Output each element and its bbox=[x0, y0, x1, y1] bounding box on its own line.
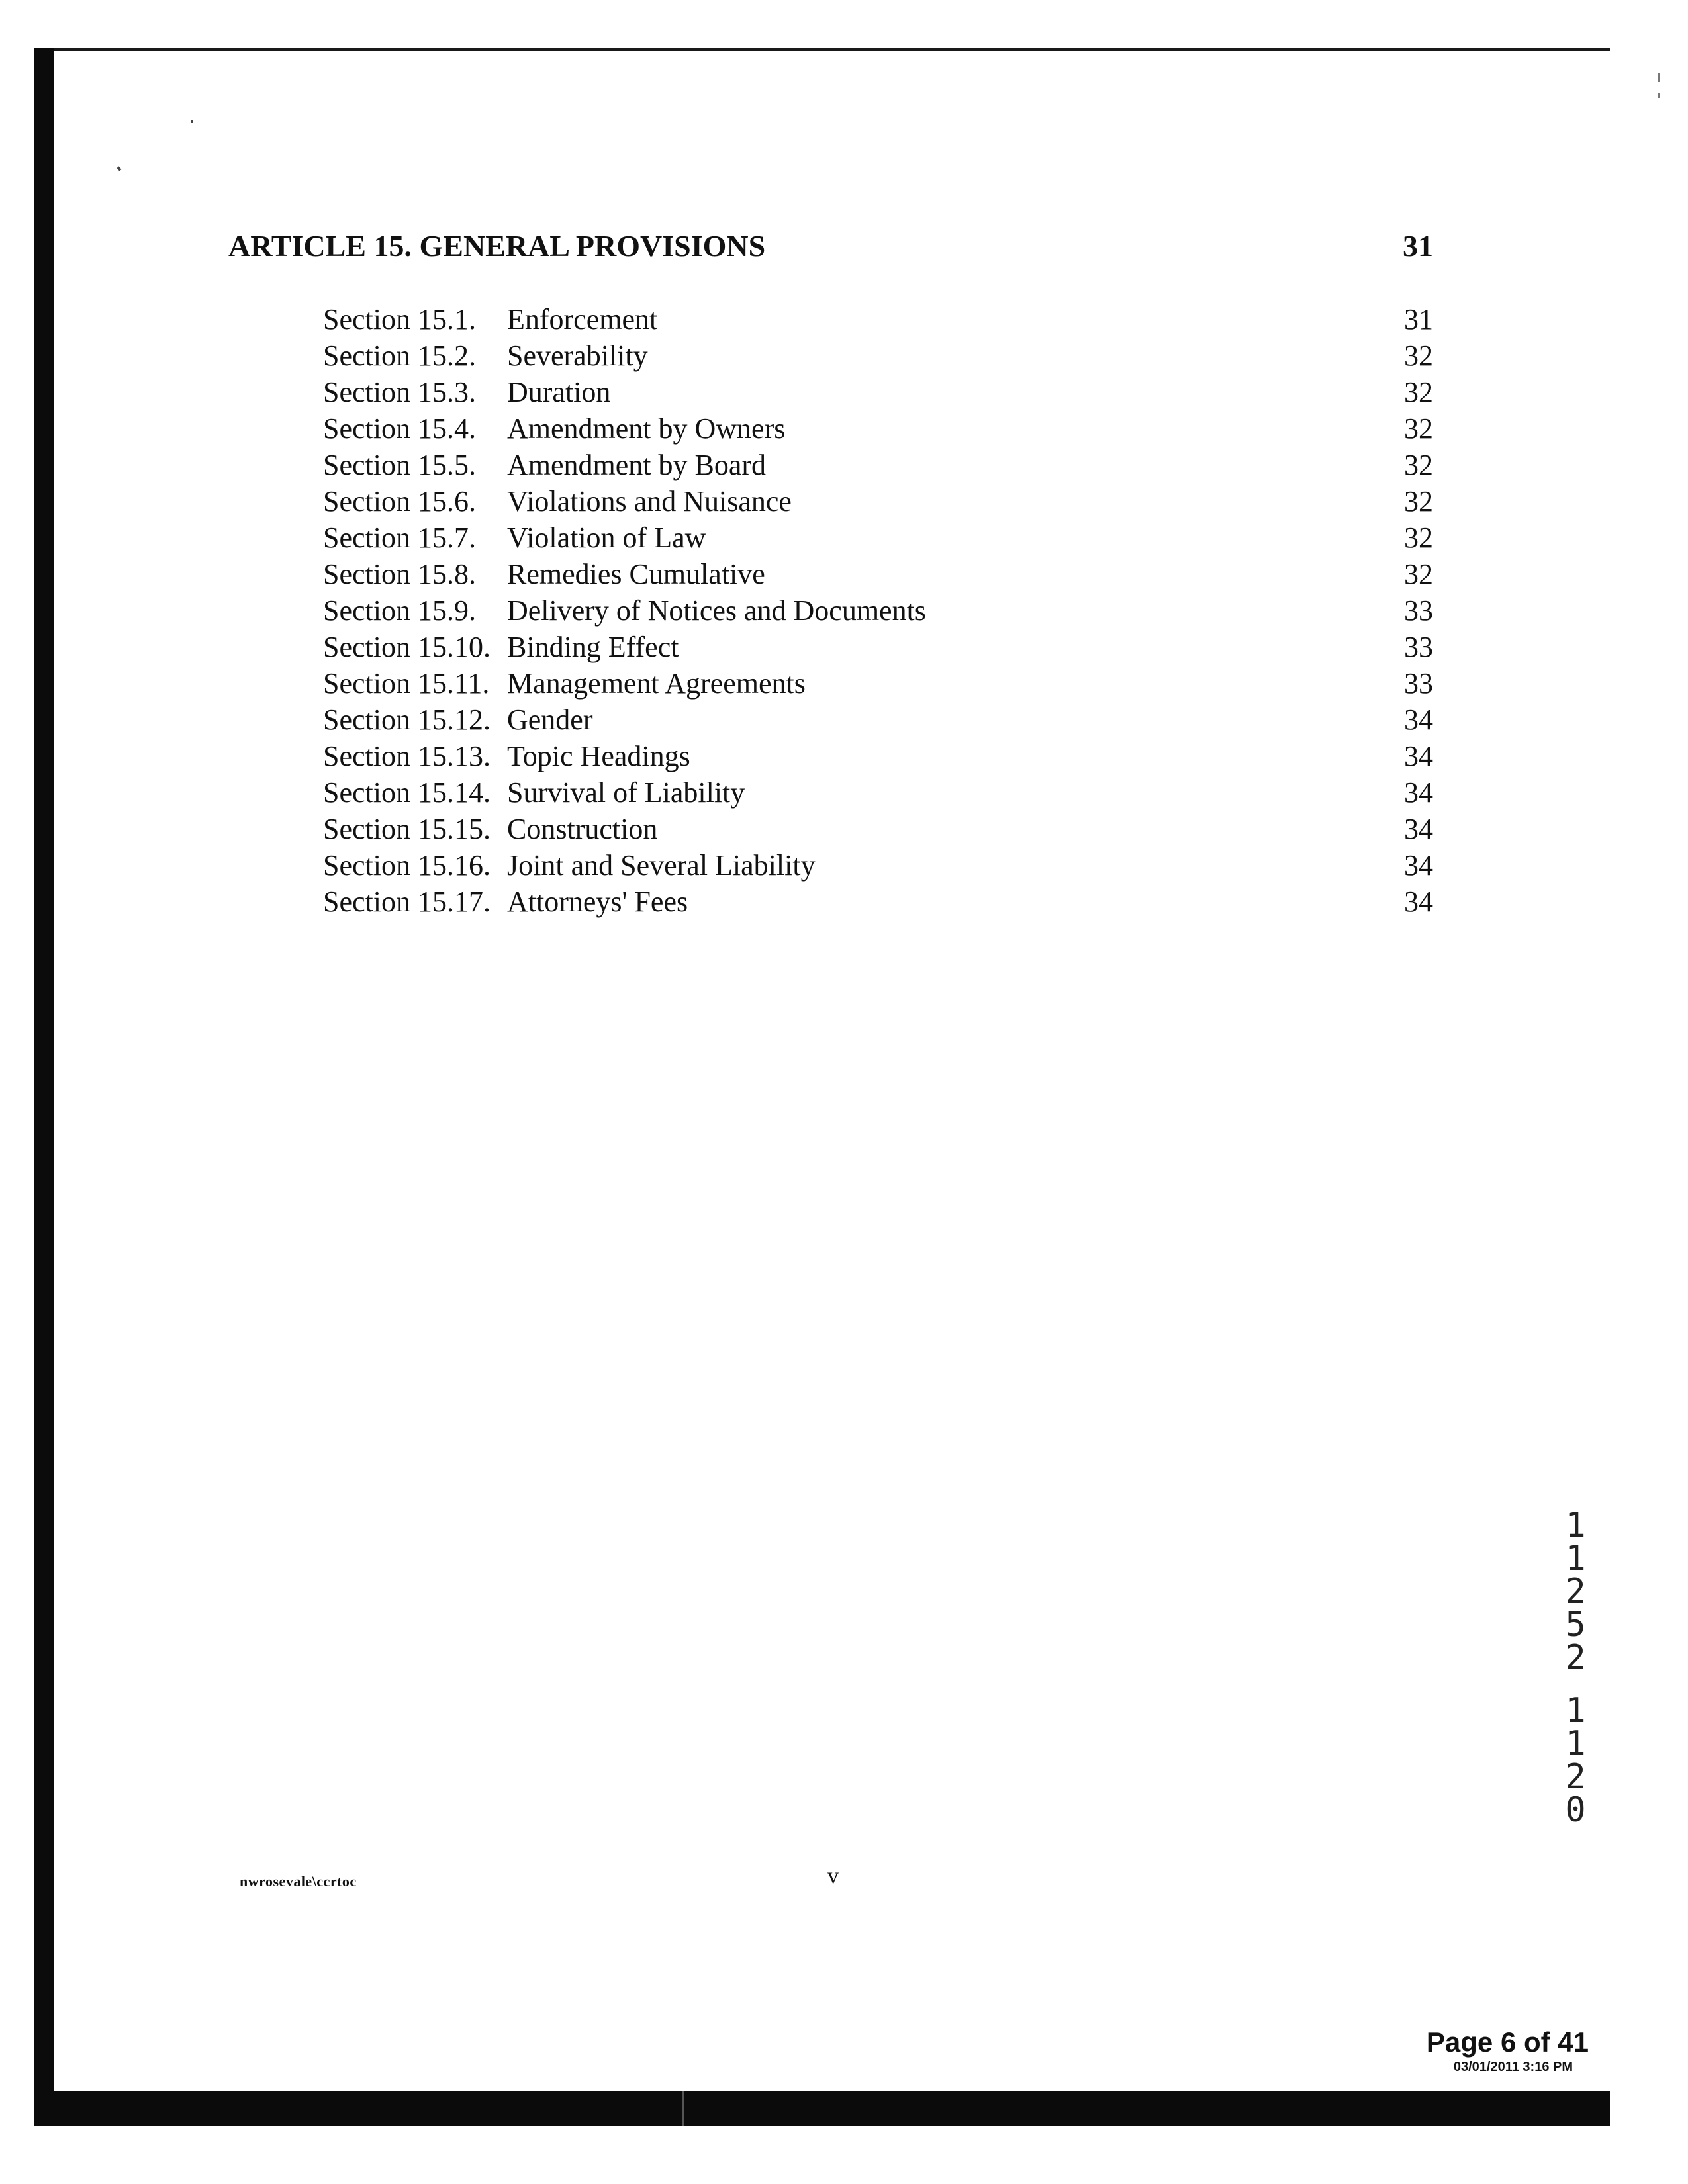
section-title: Amendment by Board bbox=[507, 449, 767, 481]
scan-speck bbox=[1658, 93, 1660, 98]
toc-entry bbox=[323, 629, 1433, 665]
scan-speck bbox=[191, 120, 193, 123]
article-title: ARTICLE 15. GENERAL PROVISIONS bbox=[228, 229, 766, 263]
section-number: Section 15.15. bbox=[323, 813, 491, 845]
section-page-number: 34 bbox=[1404, 813, 1433, 845]
section-title: Construction bbox=[507, 813, 658, 845]
stamp-digit: 1 bbox=[1565, 1506, 1586, 1545]
recording-page-number bbox=[1559, 1691, 1592, 1830]
section-number: Section 15.12. bbox=[323, 704, 491, 736]
section-title: Violations and Nuisance bbox=[507, 485, 792, 518]
stamp-digit: 2 bbox=[1565, 1638, 1586, 1678]
section-number: Section 15.10. bbox=[323, 631, 491, 663]
scan-border-bottom bbox=[34, 2091, 1610, 2126]
toc-entry bbox=[323, 665, 1433, 702]
toc-entry bbox=[323, 338, 1433, 374]
stamp-digit: 5 bbox=[1565, 1605, 1586, 1645]
section-number: Section 15.5. bbox=[323, 449, 476, 481]
section-title: Violation of Law bbox=[507, 522, 706, 554]
section-title: Survival of Liability bbox=[507, 776, 745, 809]
toc-entry bbox=[323, 847, 1433, 884]
stamp-digit: 1 bbox=[1565, 1539, 1586, 1578]
section-number: Section 15.8. bbox=[323, 558, 476, 590]
scan-speck bbox=[117, 166, 122, 171]
toc-entry bbox=[323, 556, 1433, 592]
toc-entry bbox=[323, 738, 1433, 774]
toc-entry bbox=[323, 811, 1433, 847]
scan-speck bbox=[1658, 73, 1660, 82]
toc-entry bbox=[323, 374, 1433, 410]
scan-border-top bbox=[34, 48, 1610, 51]
section-page-number: 34 bbox=[1404, 740, 1433, 772]
section-page-number: 34 bbox=[1404, 886, 1433, 918]
scan-border-notch bbox=[682, 2091, 684, 2126]
section-number: Section 15.16. bbox=[323, 849, 491, 882]
section-number: Section 15.1. bbox=[323, 303, 476, 336]
toc-entry bbox=[323, 520, 1433, 556]
section-page-number: 32 bbox=[1404, 449, 1433, 481]
recorder-page-count: Page 6 of 41 bbox=[1426, 2026, 1589, 2058]
section-title: Amendment by Owners bbox=[507, 412, 786, 445]
section-page-number: 33 bbox=[1404, 594, 1433, 627]
section-number: Section 15.2. bbox=[323, 340, 476, 372]
stamp-digit: 2 bbox=[1565, 1757, 1586, 1797]
section-title: Remedies Cumulative bbox=[507, 558, 765, 590]
section-title: Management Agreements bbox=[507, 667, 806, 700]
section-title: Delivery of Notices and Documents bbox=[507, 594, 926, 627]
section-page-number: 32 bbox=[1404, 412, 1433, 445]
stamp-digit: 1 bbox=[1565, 1691, 1586, 1731]
section-number: Section 15.4. bbox=[323, 412, 476, 445]
section-page-number: 34 bbox=[1404, 704, 1433, 736]
toc-entry bbox=[323, 301, 1433, 338]
section-page-number: 32 bbox=[1404, 485, 1433, 518]
toc-entry bbox=[323, 702, 1433, 738]
section-title: Severability bbox=[507, 340, 648, 372]
section-title: Duration bbox=[507, 376, 611, 408]
section-title: Topic Headings bbox=[507, 740, 690, 772]
stamp-digit: 0 bbox=[1565, 1790, 1586, 1830]
footer-file-path: nwrosevale\ccrtoc bbox=[240, 1873, 357, 1889]
toc-entry bbox=[323, 884, 1433, 920]
section-page-number: 33 bbox=[1404, 631, 1433, 663]
toc-entry bbox=[323, 774, 1433, 811]
footer-page-number: v bbox=[827, 1864, 839, 1888]
section-title: Enforcement bbox=[507, 303, 658, 336]
section-page-number: 32 bbox=[1404, 522, 1433, 554]
section-number: Section 15.11. bbox=[323, 667, 490, 700]
toc-entry bbox=[323, 483, 1433, 520]
section-page-number: 33 bbox=[1404, 667, 1433, 700]
section-title: Attorneys' Fees bbox=[507, 886, 688, 918]
section-title: Joint and Several Liability bbox=[507, 849, 816, 882]
toc-entry bbox=[323, 447, 1433, 483]
section-page-number: 32 bbox=[1404, 376, 1433, 408]
section-page-number: 34 bbox=[1404, 776, 1433, 809]
section-number: Section 15.17. bbox=[323, 886, 491, 918]
toc-entry bbox=[323, 592, 1433, 629]
stamp-digit: 2 bbox=[1565, 1572, 1586, 1612]
section-page-number: 31 bbox=[1404, 303, 1433, 336]
section-number: Section 15.9. bbox=[323, 594, 476, 627]
article-heading bbox=[228, 228, 1433, 268]
toc-entry bbox=[323, 410, 1433, 447]
recording-book-number bbox=[1559, 1506, 1592, 1678]
section-title: Binding Effect bbox=[507, 631, 679, 663]
section-number: Section 15.3. bbox=[323, 376, 476, 408]
scan-border-left bbox=[34, 48, 54, 2126]
section-page-number: 32 bbox=[1404, 558, 1433, 590]
section-number: Section 15.13. bbox=[323, 740, 491, 772]
section-number: Section 15.7. bbox=[323, 522, 476, 554]
stamp-digit: 1 bbox=[1565, 1724, 1586, 1764]
section-page-number: 32 bbox=[1404, 340, 1433, 372]
section-page-number: 34 bbox=[1404, 849, 1433, 882]
section-list bbox=[323, 301, 1433, 920]
section-number: Section 15.14. bbox=[323, 776, 491, 809]
recorded-date-time: 03/01/2011 3:16 PM bbox=[1453, 2060, 1573, 2074]
article-page-number: 31 bbox=[1403, 229, 1433, 263]
section-number: Section 15.6. bbox=[323, 485, 476, 518]
section-title: Gender bbox=[507, 704, 593, 736]
